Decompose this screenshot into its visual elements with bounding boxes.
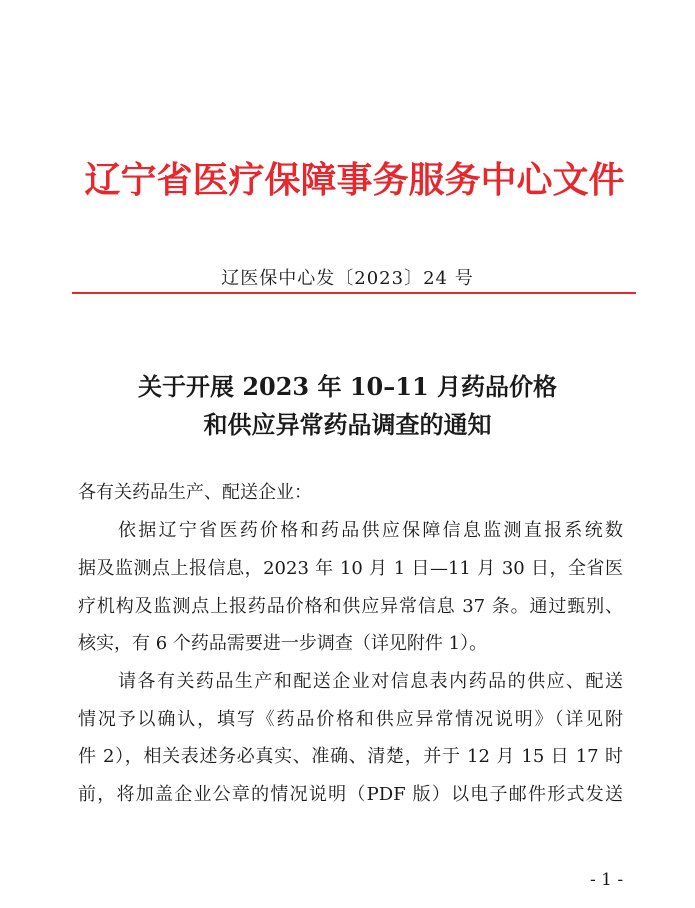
- notice-title-line-1: 关于开展 2023 年 10–11 月药品价格: [137, 372, 557, 401]
- document-number: 辽医保中心发〔2023〕24 号: [221, 268, 474, 289]
- body-line: 疗机构及监测点上报药品价格和供应异常信息 37 条。通过甄别、: [78, 596, 623, 617]
- body-line: 依据辽宁省医药价格和药品供应保障信息监测直报系统数: [118, 520, 623, 541]
- document-header-title: 辽宁省医疗保障事务服务中心文件: [84, 159, 625, 201]
- red-divider: [72, 292, 636, 294]
- body-line: 请各有关药品生产和配送企业对信息表内药品的供应、配送: [118, 671, 623, 692]
- body-line: 核实，有 6 个药品需要进一步调查（详见附件 1）。: [78, 633, 488, 654]
- notice-title-line-2: 和供应异常药品调查的通知: [203, 410, 492, 439]
- body-line: 据及监测点上报信息，2023 年 10 月 1 日—11 月 30 日，全省医: [78, 558, 623, 579]
- body-line: 前，将加盖企业公章的情况说明（PDF 版）以电子邮件形式发送: [78, 784, 623, 805]
- page-number: - 1 -: [590, 870, 624, 890]
- body-line: 情况予以确认，填写《药品价格和供应异常情况说明》（详见附: [78, 709, 623, 730]
- salutation: 各有关药品生产、配送企业：: [78, 482, 312, 503]
- body-line: 件 2），相关表述务必真实、准确、清楚，并于 12 月 15 日 17 时: [78, 746, 623, 767]
